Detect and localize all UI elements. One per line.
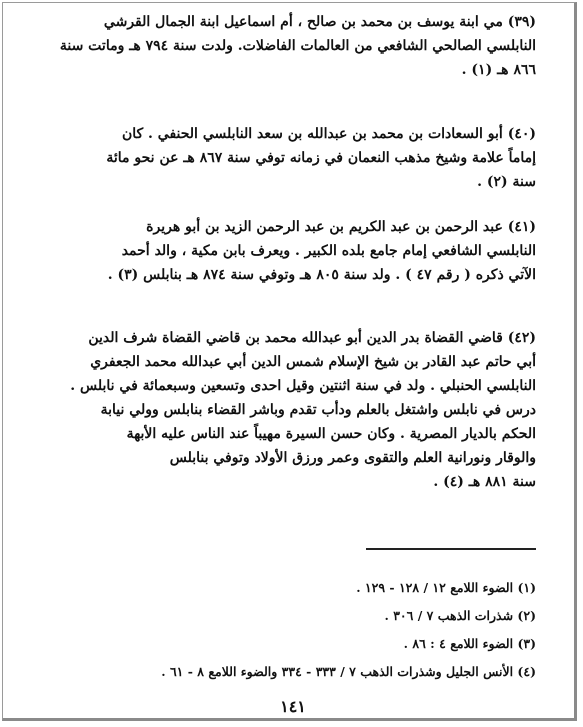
entry-line: الآتي ذكره ( رقم ٤٧ ) . ولد سنة ٨٠٥ هـ وتوفي سنة ٨٧٤ هـ بنابلس (٣) .	[107, 267, 536, 283]
entry-line: ٨٦٦ هـ (١) .	[461, 62, 536, 78]
entry-line: (٤١) عبد الرحمن بن عبد الكريم بن عبد الرحمن الزيد بن أبو هريرة	[146, 219, 536, 235]
entry-line: درس في نابلس واشتغل بالعلم ودأب تقدم وباشر القضاء بنابلس وولي نيابة	[100, 402, 536, 418]
entry-line: النابلسي الشافعي إمام جامع بلده الكبير . ويعرف بابن مكية ، والد أحمد	[121, 243, 536, 259]
footnote: (١) الضوء اللامع ١٢ / ١٢٨ - ١٢٩ .	[356, 580, 536, 595]
entry-line: إماماً علامة وشيخ مذهب النعمان في زمانه توفي سنة ٨٦٧ هـ عن نحو مائة	[106, 150, 536, 166]
entry-40	[50, 122, 536, 194]
entry-line: النابلسي الحنبلي . ولد في سنة اثنتين وقيل احدى وتسعين وسبعمائة في نابلس .	[70, 378, 536, 394]
footnote: (٢) شذرات الذهب ٧ / ٣٠٦ .	[384, 608, 536, 623]
entry-line: (٤٠) أبو السعادات بن محمد بن عبدالله بن سعد النابلسي الحنفي . كان	[121, 126, 536, 142]
entry-line: (٤٢) قاضي القضاة بدر الدين أبو عبدالله محمد بن قاضي القضاة شرف الدين	[88, 330, 536, 346]
footnotes	[50, 574, 536, 686]
entry-line: الحكم بالديار المصرية . وكان حسن السيرة مهيباً عند الناس عليه الأبهة	[126, 426, 536, 442]
entry-line: أبي حاتم عبد القادر بن شيخ الإسلام شمس الدين أبي عبدالله محمد الجعفري	[90, 354, 536, 370]
entry-line: النابلسي الصالحي الشافعي من العالمات الفاضلات. ولدت سنة ٧٩٤ هـ وماتت سنة	[59, 38, 536, 54]
entry-line: سنة (٢) .	[477, 174, 536, 190]
entry-line: (٣٩) مي ابنة يوسف بن محمد بن صالح ، أم اسماعيل ابنة الجمال القرشي	[103, 14, 536, 30]
footnote: (٣) الضوء اللامع ٤ : ٨٦ .	[403, 636, 536, 651]
entry-39	[50, 10, 536, 82]
entry-line: والوقار ونورانية العلم والتقوى وعمر ورزق الأولاد وتوفي بنابلس	[169, 450, 536, 466]
entry-42	[50, 326, 536, 494]
page-number: ١٤١	[280, 697, 306, 716]
entry-41	[50, 215, 536, 287]
book-page	[50, 8, 536, 716]
footnote: (٤) الأنس الجليل وشذرات الذهب ٧ / ٣٣٣ - ٣٣٤ والضوء اللامع ٨ - ٦١ .	[161, 664, 536, 679]
entry-line: سنة ٨٨١ هـ (٤) .	[433, 474, 536, 490]
footnote-divider	[366, 548, 536, 550]
